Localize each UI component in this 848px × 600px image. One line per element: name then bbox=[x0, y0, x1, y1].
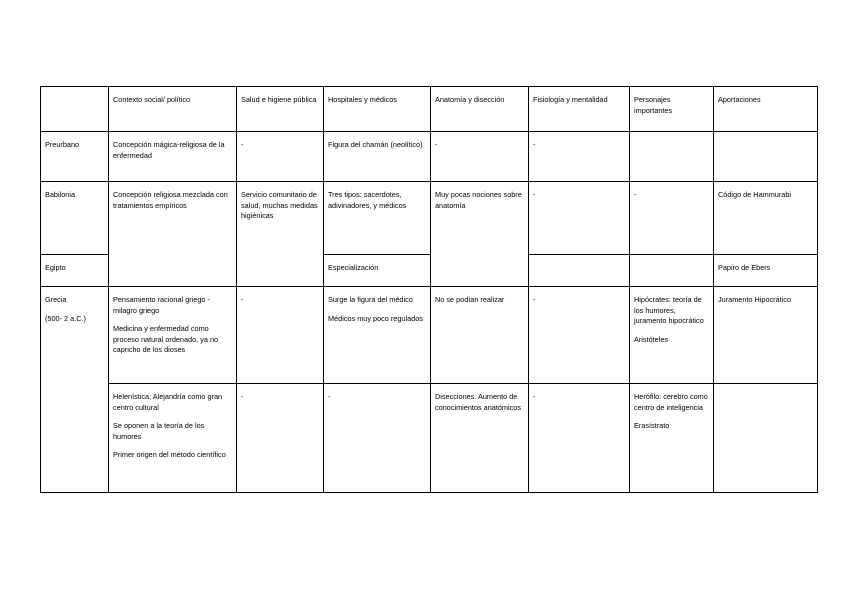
cell-preurbano-aportaciones bbox=[714, 132, 818, 182]
cell-helenistica-salud: - bbox=[237, 384, 324, 493]
grecia-personajes-line: Hipócrates: teoría de los humores, juramento hipocrático bbox=[634, 295, 704, 326]
grecia-personajes-line: Aristóteles bbox=[634, 334, 669, 344]
row-label-babilonia: Babilonia bbox=[41, 182, 109, 255]
cell-grecia-contexto bbox=[109, 287, 237, 384]
cell-preurbano-fisiologia: - bbox=[529, 132, 630, 182]
cell-babilonia-aportaciones: Código de Hammurabi bbox=[714, 182, 818, 255]
header-fisiologia: Fisiología y mentalidad bbox=[529, 87, 630, 132]
row-grecia bbox=[41, 287, 818, 384]
helenistica-contexto-line: Se oponen a la teoría de los humores bbox=[113, 421, 205, 441]
header-aportaciones: Aportaciones bbox=[714, 87, 818, 132]
cell-preurbano-anatomia: - bbox=[431, 132, 529, 182]
cell-babilonia-hospitales: Tres tipos: sacerdotes, adivinadores, y médicos bbox=[324, 182, 431, 255]
cell-grecia-fisiologia: - bbox=[529, 287, 630, 384]
cell-helenistica-aportaciones bbox=[714, 384, 818, 493]
cell-grecia-anatomia: No se podían realizar bbox=[431, 287, 529, 384]
helenistica-personajes-line: Erasístrato bbox=[634, 421, 670, 431]
row-label-preurbano: Preurbano bbox=[41, 132, 109, 182]
grecia-date-range: (500- 2 a.C.) bbox=[45, 313, 86, 323]
row-preurbano bbox=[41, 132, 818, 182]
cell-helenistica-personajes bbox=[630, 384, 714, 493]
grecia-hospitales-line: Médicos muy poco regulados bbox=[328, 313, 423, 323]
history-of-medicine-table bbox=[40, 86, 818, 493]
helenistica-contexto-line: Helenística: Alejandría como gran centro cultural bbox=[113, 392, 223, 412]
cell-egipto-aportaciones: Papiro de Ebers bbox=[714, 255, 818, 287]
header-contexto: Contexto social/ político bbox=[109, 87, 237, 132]
cell-babilonia-contexto: Concepción religiosa mezclada con tratamientos empíricos bbox=[109, 182, 237, 287]
cell-egipto-fisiologia bbox=[529, 255, 630, 287]
header-salud: Salud e higiene pública bbox=[237, 87, 324, 132]
cell-egipto-personajes bbox=[630, 255, 714, 287]
cell-babilonia-personajes: - bbox=[630, 182, 714, 255]
cell-helenistica-fisiologia: - bbox=[529, 384, 630, 493]
grecia-hospitales-line: Surge la figura del médico bbox=[328, 295, 413, 304]
helenistica-personajes-line: Herófilo: cerebro como centro de inteligencia bbox=[634, 392, 708, 412]
grecia-contexto-line: Medicina y enfermedad como proceso natural ordenado, ya no capricho de los dioses bbox=[113, 324, 219, 355]
grecia-label: Grecia bbox=[45, 295, 67, 304]
cell-preurbano-salud: - bbox=[237, 132, 324, 182]
cell-grecia-salud: - bbox=[237, 287, 324, 384]
cell-egipto-hospitales: Especialización bbox=[324, 255, 431, 287]
header-personajes: Personajes importantes bbox=[630, 87, 714, 132]
header-anatomia: Anatomía y disección bbox=[431, 87, 529, 132]
cell-babilonia-fisiologia: - bbox=[529, 182, 630, 255]
header-row bbox=[41, 87, 818, 132]
cell-grecia-aportaciones: Juramento Hipocrático bbox=[714, 287, 818, 384]
cell-grecia-personajes bbox=[630, 287, 714, 384]
row-label-egipto: Egipto bbox=[41, 255, 109, 287]
cell-babilonia-anatomia: Muy pocas nociones sobre anatomía bbox=[431, 182, 529, 287]
cell-helenistica-contexto bbox=[109, 384, 237, 493]
cell-preurbano-personajes bbox=[630, 132, 714, 182]
row-helenistica bbox=[41, 384, 818, 493]
cell-grecia-hospitales bbox=[324, 287, 431, 384]
header-hospitales: Hospitales y médicos bbox=[324, 87, 431, 132]
cell-babilonia-salud: Servicio comunitario de salud, muchas medidas higiénicas bbox=[237, 182, 324, 287]
cell-preurbano-hospitales: Figura del chamán (neolítico) bbox=[324, 132, 431, 182]
helenistica-contexto-line: Primer origen del método científico bbox=[113, 450, 226, 460]
header-cell-empty bbox=[41, 87, 109, 132]
row-label-grecia bbox=[41, 287, 109, 493]
row-babilonia bbox=[41, 182, 818, 255]
cell-preurbano-contexto: Concepción mágica-religiosa de la enfermedad bbox=[109, 132, 237, 182]
cell-helenistica-anatomia: Disecciones. Aumento de conocimientos anatómicos bbox=[431, 384, 529, 493]
cell-helenistica-hospitales: - bbox=[324, 384, 431, 493]
grecia-contexto-line: Pensamiento racional griego - milagro griego bbox=[113, 295, 210, 315]
